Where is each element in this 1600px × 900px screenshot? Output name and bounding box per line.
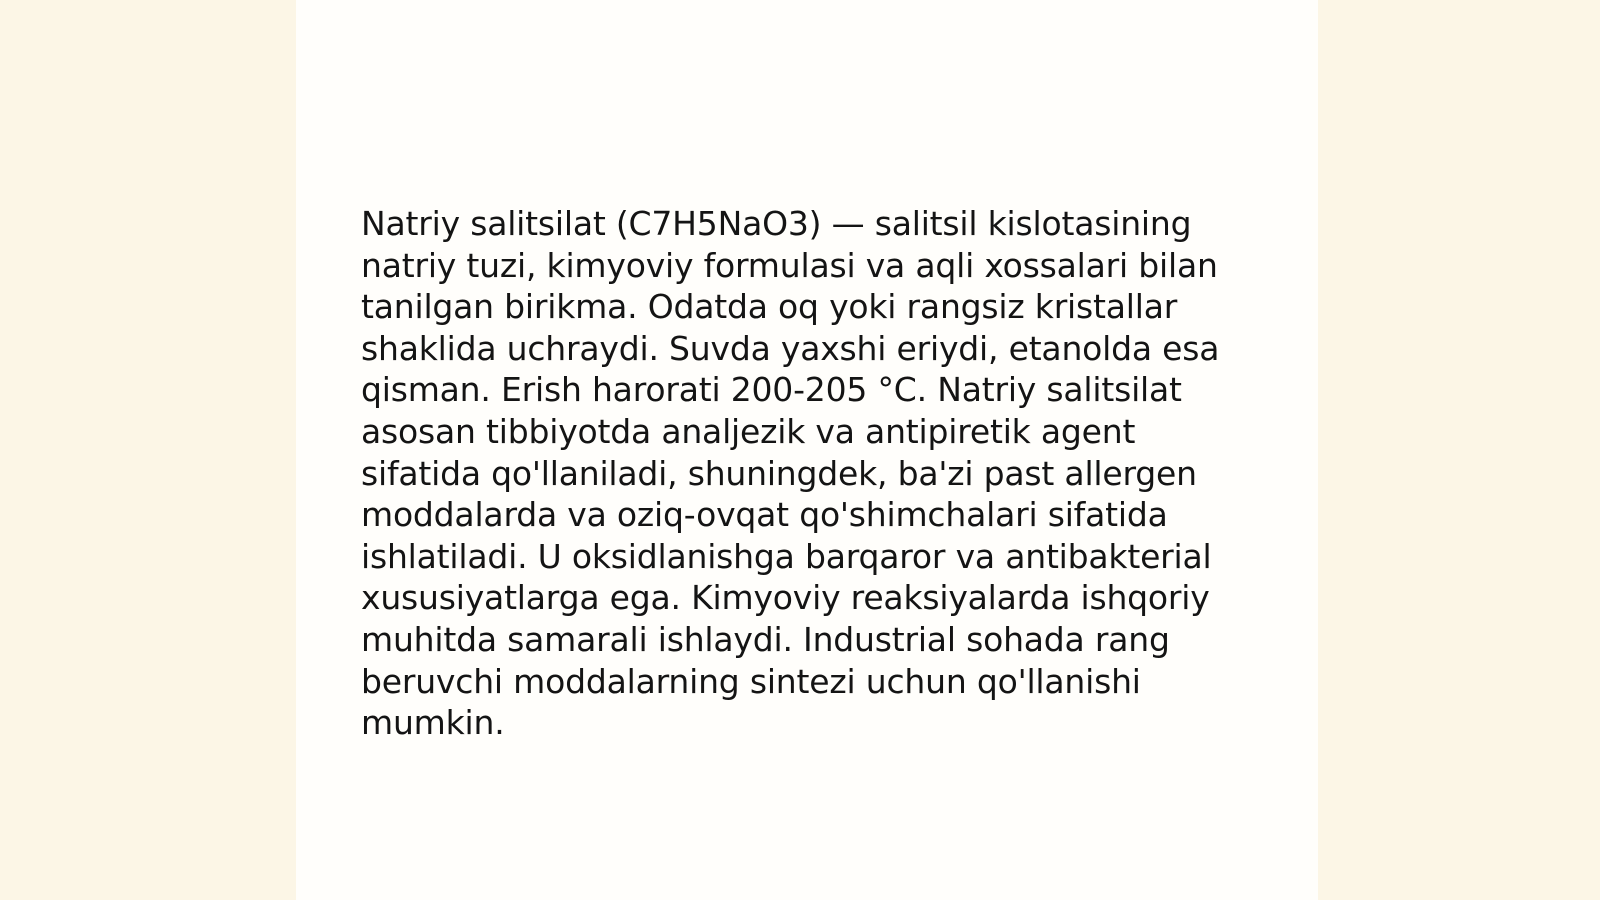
document-page [296,0,1318,900]
body-paragraph: Natriy salitsilat (C7H5NaO3) — salitsil kislotasining natriy tuzi, kimyoviy formulasi va aqli xossalari bilan tanilgan birikma. Odatda oq yoki rangsiz kristallar shaklida uchraydi. Suvda yaxshi eriydi, etanolda esa qisman. Erish harorati 200-205 °C. Natriy salitsilat asosan tibbiyotda analjezik va antipiretik agent sifatida qo'llaniladi, shuningdek, ba'zi past allergen moddalarda va oziq-ovqat qo'shimchalari sifatida ishlatiladi. U oksidlanishga barqaror va antibakterial xususiyatlarga ega. Kimyoviy reaksiyalarda ishqoriy muhitda samarali ishlaydi. Industrial sohada rang beruvchi moddalarning sintezi uchun qo'llanishi mumkin. [361,204,1220,743]
